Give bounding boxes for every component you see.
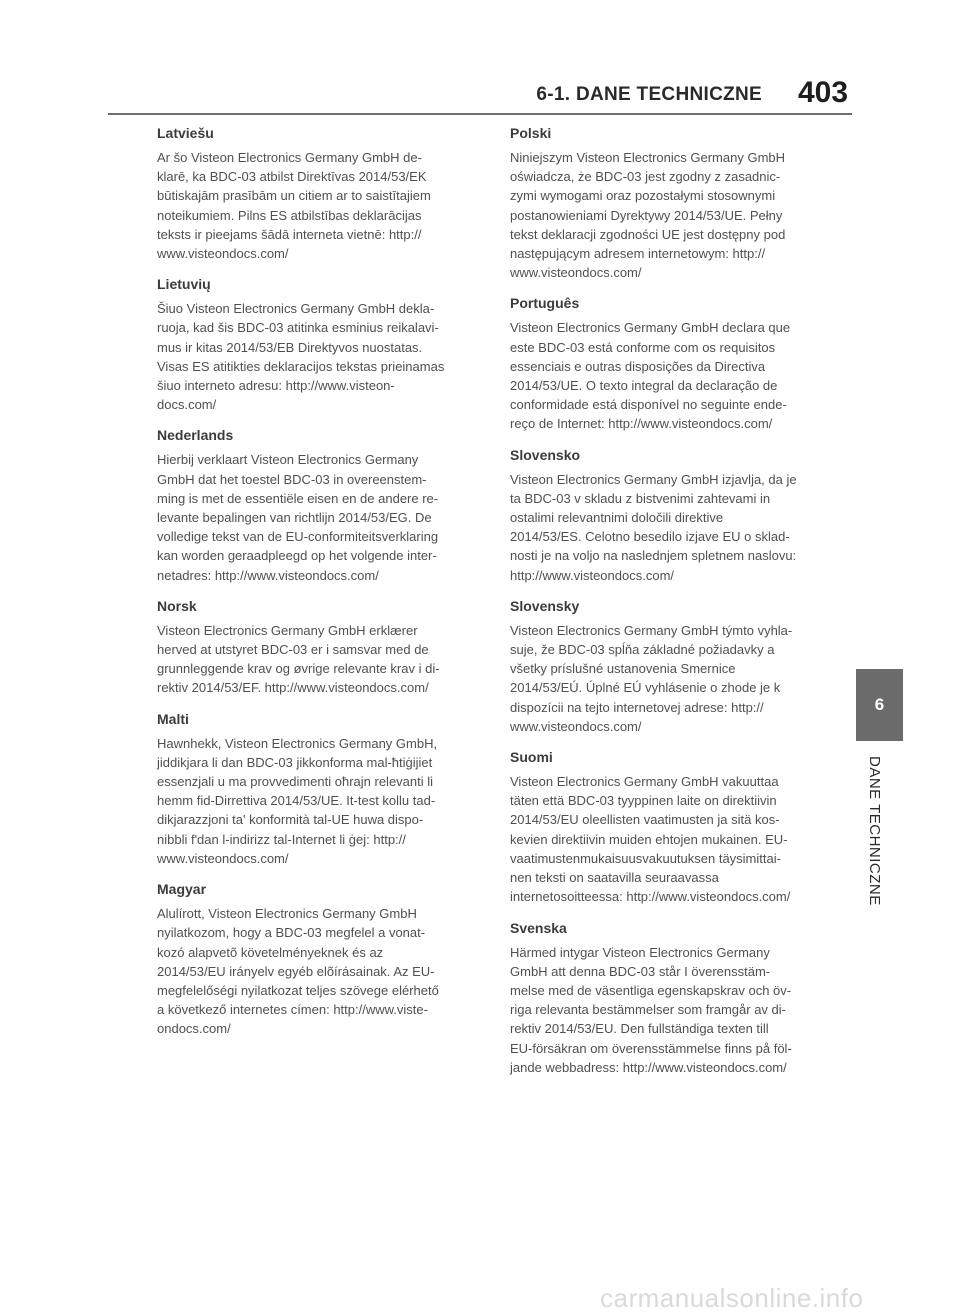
watermark: carmanualsonline.info — [600, 1283, 864, 1313]
declaration-text: Visteon Electronics Germany GmbH týmto vyhla- suje, že BDC-03 spĺňa základné požiadavky a všetky príslušné ustanovenia Smernice 2014/53/EÚ. Úplné EÚ vyhlásenie o zhode je k dispozícii na tejto internetovej adrese: http:// www.visteondocs.com/ — [510, 622, 793, 734]
section-polski — [510, 124, 835, 282]
declaration-text: Hierbij verklaart Visteon Electronics Germany GmbH dat het toestel BDC-03 in overeenstem- ming is met de essentiële eisen en de andere re- levante bepalingen van richtlijn 2014/53/EG. De volledige tekst van de EU-conformiteitsverklaring kan worden geraadpleegd op het volgende inter- netadres: http://www.visteondocs.com/ — [157, 452, 439, 583]
section-nederlands — [157, 426, 487, 584]
declaration-text: Šiuo Visteon Electronics Germany GmbH dekla- ruoja, kad šis BDC-03 atitinka esminius reikalavi- mus ir kitas 2014/53/EB Direktyvos nuostatas. Visas ES atitikties deklaracijos tekstas prieinamas šiuo interneto adresu: http://www.visteon- docs.com/ — [157, 301, 445, 413]
section-slovensko — [510, 446, 835, 585]
section-svenska — [510, 919, 835, 1077]
section-latviesu — [157, 124, 487, 263]
section-portugues — [510, 294, 835, 433]
declaration-text: Ar šo Visteon Electronics Germany GmbH de- klarē, ka BDC-03 atbilst Direktīvas 2014/53/EK būtiskajām prasībām un citiem ar to saistītajiem noteikumiem. Pilns ES atbilstības deklarācijas teksts ir pieejams šādā interneta vietnē: http:// www.visteondocs.com/ — [157, 150, 431, 262]
language-heading: Lietuvių — [157, 276, 211, 293]
language-heading: Magyar — [157, 881, 207, 898]
language-heading: Svenska — [510, 919, 567, 936]
language-heading: Malti — [157, 710, 189, 727]
chapter-tab — [856, 669, 903, 741]
language-heading: Slovensko — [510, 446, 581, 463]
language-heading: Slovensky — [510, 597, 580, 614]
declaration-text: Niniejszym Visteon Electronics Germany GmbH oświadcza, że BDC-03 jest zgodny z zasadnic- zymi wymogami oraz pozostałymi stosownymi postanowieniami Dyrektywy 2014/53/UE. Pełny tekst deklaracji zgodności UE jest dostępny pod następującym adresem internetowym: http:// www.visteondocs.com/ — [510, 150, 786, 281]
language-heading: Suomi — [510, 749, 553, 766]
section-slovensky — [510, 597, 835, 736]
chapter-number: 6 — [874, 695, 885, 714]
language-heading: Polski — [510, 125, 552, 141]
section-suomi — [510, 748, 835, 906]
declaration-text: Alulírott, Visteon Electronics Germany GmbH nyilatkozom, hogy a BDC-03 megfelel a vonat- kozó alapvetõ követelményeknek és az 2014/53/EU irányelv egyéb elõírásainak. Az EU- megfelelőségi nyilatkozat teljes szövege elérhető a következő internetes címen: http://www.viste- ondocs.com/ — [157, 906, 439, 1037]
page-number: 403 — [798, 76, 849, 109]
section-norsk — [157, 597, 487, 698]
language-heading: Nederlands — [157, 427, 234, 444]
header-divider — [108, 113, 852, 115]
section-title: 6-1. DANE TECHNICZNE — [536, 84, 762, 105]
section-malti — [157, 710, 487, 868]
language-heading: Norsk — [157, 597, 197, 614]
language-heading: Latviešu — [157, 125, 214, 141]
declaration-text: Visteon Electronics Germany GmbH izjavlja, da je ta BDC-03 v skladu z bistvenimi zahtevami in ostalimi relevantnimi določili direktive 2014/53/ES. Celotno besedilo izjave EU o sklad- nosti je na voljo na naslednjem spletnem naslovu: http://www.visteondocs.com/ — [510, 471, 797, 583]
declaration-text: Hawnhekk, Visteon Electronics Germany GmbH, jiddikjara li dan BDC-03 jikkonforma mal-ħtiġijiet essenzjali u ma provvedimenti oħrajn relevanti li hemm fid-Dirrettiva 2014/53/UE. It-test kollu tad- dikjarazzjoni ta' konformità tal-UE huwa dispo- nibbli f'dan l-indirizz tal-Internet li ġej: http:// www.visteondocs.com/ — [157, 735, 438, 866]
declaration-text: Härmed intygar Visteon Electronics Germany GmbH att denna BDC-03 står I överensstäm- melse med de väsentliga egenskapskrav och öv- riga relevanta bestämmelser som framgår av di- rektiv 2014/53/EU. Den fullständiga texten till EU-försäkran om överensstämmelse finns på föl- jande webbadress: http://www.visteondocs.com/ — [510, 944, 792, 1075]
section-magyar — [157, 880, 487, 1038]
chapter-label: DANE TECHNICZNE — [866, 756, 883, 906]
language-heading: Português — [510, 295, 580, 312]
declaration-text: Visteon Electronics Germany GmbH erklærer herved at utstyret BDC-03 er i samsvar med de grunnleggende krav og øvrige relevante krav i di- rektiv 2014/53/EF. http://www.visteondocs.com/ — [157, 622, 440, 696]
left-column — [157, 124, 487, 1051]
declaration-text: Visteon Electronics Germany GmbH vakuuttaa täten että BDC-03 tyyppinen laite on direktiivin 2014/53/EU oleellisten vaatimusten ja sitä kos- kevien direktiivin muiden ehtojen mukainen. EU- vaatimustenmukaisuusvakuutuksen täysimittai- nen teksti on saatavilla seuraavassa internetosoitteessa: http://www.visteondocs.com/ — [510, 774, 791, 905]
declaration-text: Visteon Electronics Germany GmbH declara que este BDC-03 está conforme com os requisitos essenciais e outras disposições da Directiva 2014/53/UE. O texto integral da declaração de conformidade está disponível no seguinte ende- reço de Internet: http://www.visteondocs.com/ — [510, 320, 791, 432]
right-column — [510, 124, 835, 1089]
section-lietuviu — [157, 275, 487, 414]
